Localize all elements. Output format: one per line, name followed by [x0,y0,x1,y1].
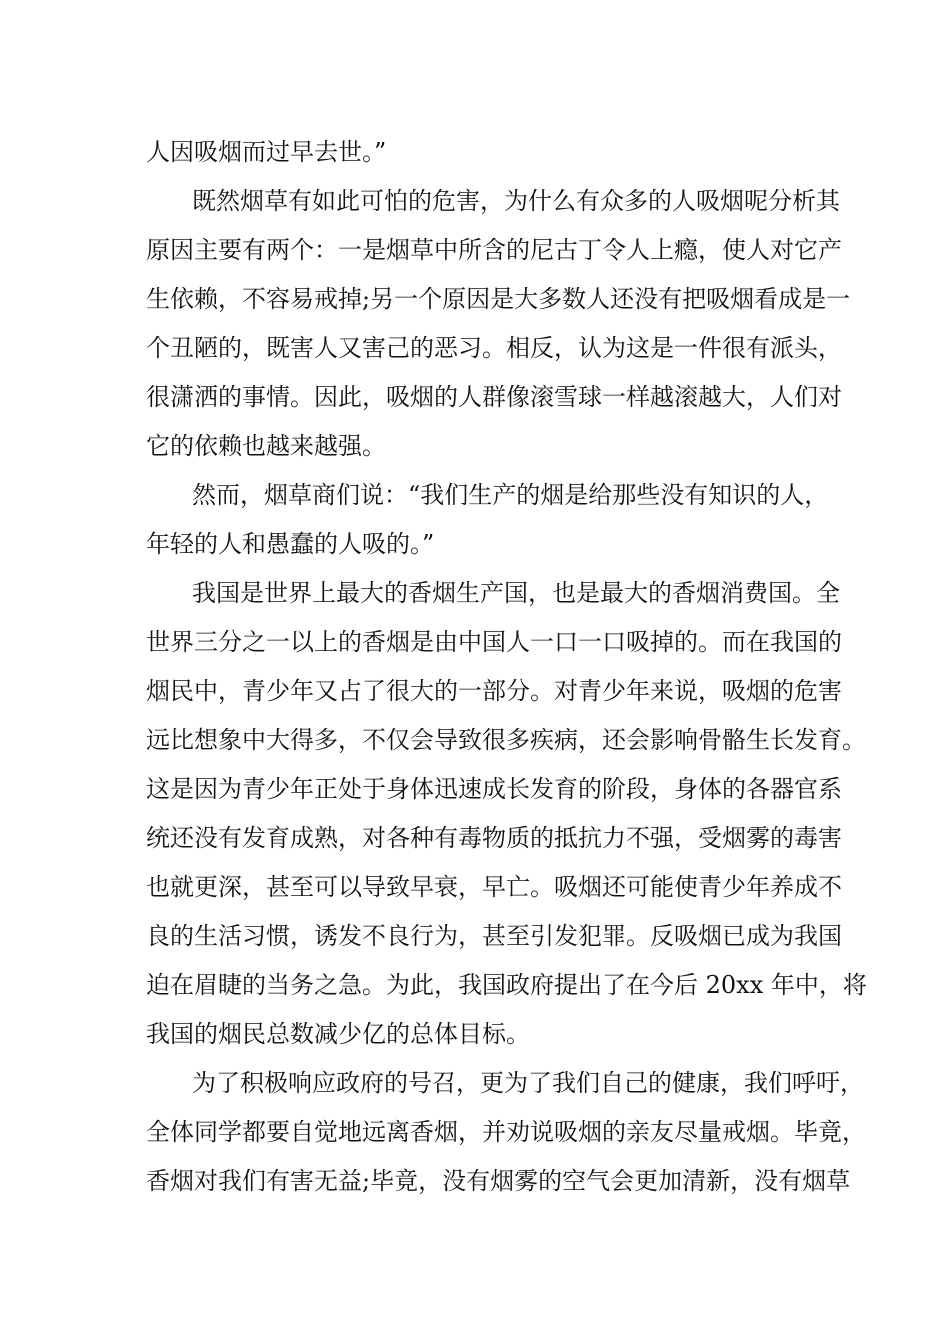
text-line: 良的生活习惯，诱发不良行为，甚至引发犯罪。反吸烟已成为我国 [146,922,842,950]
text-line: 很潇洒的事情。因此，吸烟的人群像滚雪球一样越滚越大，人们对 [146,383,842,411]
text-line: 生依赖，不容易戒掉;另一个原因是大多数人还没有把吸烟看成是一 [146,285,851,313]
text-line: 然而，烟草商们说：“我们生产的烟是给那些没有知识的人， [192,481,829,509]
text-line: 也就更深，甚至可以导致早衰，早亡。吸烟还可能使青少年养成不 [146,873,842,901]
text-line: 全体同学都要自觉地远离香烟，并劝说吸烟的亲友尽量戒烟。毕竟， [146,1118,866,1146]
text-line: 香烟对我们有害无益;毕竟，没有烟雾的空气会更加清新，没有烟草 [146,1167,851,1195]
text-line: 统还没有发育成熟，对各种有毒物质的抵抗力不强，受烟雾的毒害 [146,824,842,852]
body-text [146,128,867,1206]
paragraph [146,471,829,569]
paragraph [146,128,826,177]
text-line: 这是因为青少年正处于身体迅速成长发育的阶段，身体的各器官系 [146,775,842,803]
text-line: 我国是世界上最大的香烟生产国，也是最大的香烟消费国。全 [192,579,840,607]
paragraph [146,177,851,471]
text-line: 它的依赖也越来越强。 [146,432,386,460]
text-line: 迫在眉睫的当务之急。为此，我国政府提出了在今后 20xx 年中，将 [146,971,867,999]
text-line: 我国的烟民总数减少亿的总体目标。 [146,1020,530,1048]
text-line: 远比想象中大得多，不仅会导致很多疾病，还会影响骨骼生长发育。 [146,726,866,754]
paragraph [146,1059,866,1206]
text-line: 烟民中，青少年又占了很大的一部分。对青少年来说，吸烟的危害 [146,677,842,705]
text-line: 世界三分之一以上的香烟是由中国人一口一口吸掉的。而在我国的 [146,628,842,656]
text-line: 人因吸烟而过早去世。” [146,138,387,166]
text-line: 为了积极响应政府的号召，更为了我们自己的健康，我们呼吁， [192,1069,864,1097]
paragraph [146,569,867,1059]
text-line: 原因主要有两个：一是烟草中所含的尼古丁令人上瘾，使人对它产 [146,236,842,264]
text-line: 个丑陋的，既害人又害己的恶习。相反，认为这是一件很有派头， [146,334,842,362]
text-line: 既然烟草有如此可怕的危害，为什么有众多的人吸烟呢分析其 [192,187,840,215]
text-line: 年轻的人和愚蠢的人吸的。” [146,530,435,558]
